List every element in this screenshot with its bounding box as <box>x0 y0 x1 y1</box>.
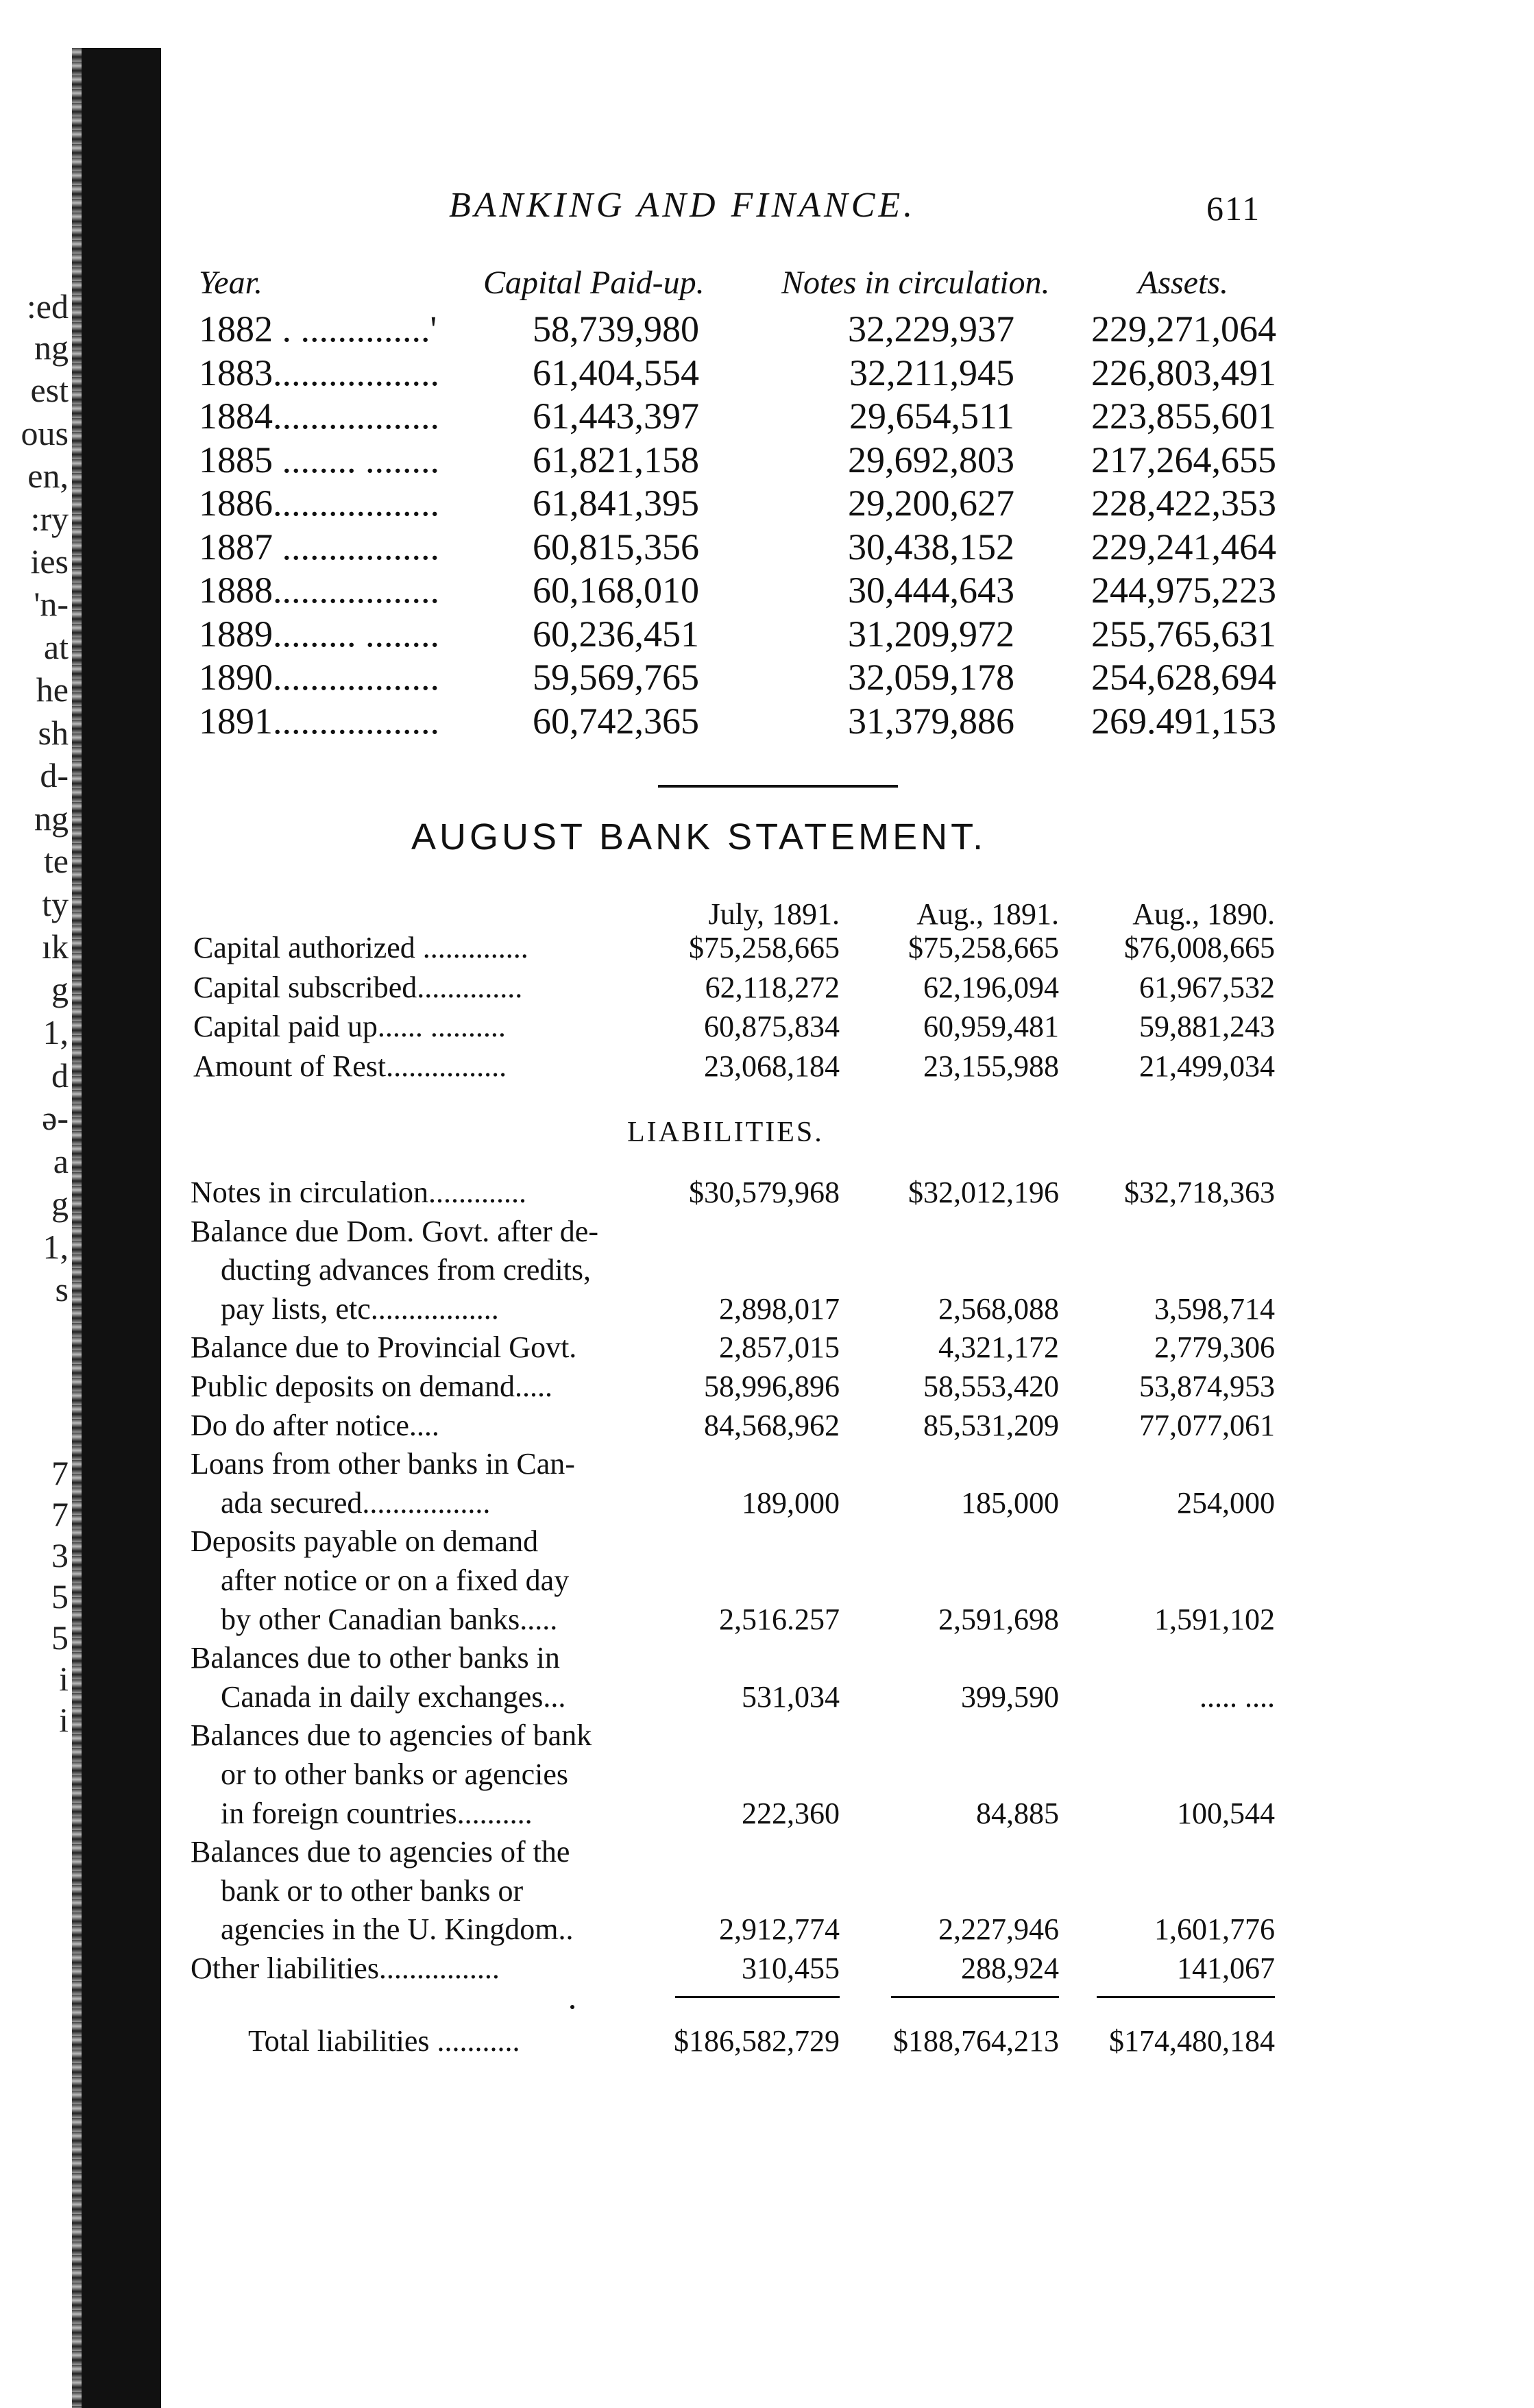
spine-edge-texture <box>72 48 82 2408</box>
liability-line-label: agencies in the U. Kingdom.. <box>221 1912 574 1946</box>
liabilities-heading: LIABILITIES. <box>627 1117 824 1148</box>
margin-fragment: at <box>43 628 69 666</box>
liability-value-aug-1890: 100,544 <box>1177 1797 1275 1830</box>
table-row-assets: 229,241,464 <box>1091 526 1276 568</box>
table-row-assets: 226,803,491 <box>1091 352 1276 393</box>
total-aug-1890: $174,480,184 <box>1109 2024 1275 2058</box>
table-row-year: 1888.................. <box>199 570 439 611</box>
col-year-heading: Year. <box>199 265 263 301</box>
table-row-capital: 61,841,395 <box>533 483 699 524</box>
liability-value-aug-1891: 2,568,088 <box>938 1292 1059 1326</box>
table-row-assets: 255,765,631 <box>1091 613 1276 655</box>
liability-value-july-1891: 310,455 <box>742 1951 840 1985</box>
margin-fragment: ies <box>30 542 69 581</box>
capital-row-label: Capital subscribed.............. <box>193 971 523 1004</box>
liability-value-july-1891: 2,516.257 <box>719 1603 840 1636</box>
liability-line-label: Balances due to other banks in <box>191 1641 560 1675</box>
table-row-year: 1887 ................. <box>199 526 439 568</box>
liability-line-label: by other Canadian banks..... <box>221 1603 558 1636</box>
margin-fragment: 1, <box>42 1013 69 1051</box>
margin-fragment: 'n- <box>34 585 69 623</box>
liability-value-aug-1891: 84,885 <box>976 1797 1059 1830</box>
liability-line-label: Loans from other banks in Can- <box>191 1447 575 1481</box>
liability-value-aug-1890: 1,591,102 <box>1154 1603 1275 1636</box>
liability-value-july-1891: 2,857,015 <box>719 1330 840 1364</box>
liability-value-july-1891: 84,568,962 <box>704 1409 840 1442</box>
table-row-notes: 30,444,643 <box>848 570 1014 611</box>
margin-fragment: 5 <box>51 1577 69 1616</box>
table-row-year: 1890.................. <box>199 657 439 698</box>
margin-fragment: ty <box>42 885 69 923</box>
table-row-assets: 244,975,223 <box>1091 570 1276 611</box>
sum-rule-aug-1891 <box>891 1996 1059 1998</box>
liability-value-aug-1891: 85,531,209 <box>923 1409 1059 1442</box>
col-notes-heading: Notes in circulation. <box>781 265 1050 301</box>
margin-fragment: 7 <box>51 1495 69 1533</box>
liability-value-aug-1891: 2,591,698 <box>938 1603 1059 1636</box>
capital-row-aug-1891: $75,258,665 <box>908 931 1059 964</box>
margin-fragment: ous <box>21 414 69 452</box>
liability-line-label: or to other banks or agencies <box>221 1758 569 1791</box>
liability-value-aug-1890: 254,000 <box>1177 1486 1275 1520</box>
table-row-year: 1889......... ........ <box>199 613 439 655</box>
table-row-notes: 32,211,945 <box>849 352 1014 393</box>
margin-fragment: d- <box>40 756 69 794</box>
liability-value-july-1891: 2,912,774 <box>719 1912 840 1946</box>
table-row-assets: 254,628,694 <box>1091 657 1276 698</box>
margin-fragment: g <box>51 970 69 1008</box>
liability-line-label: Notes in circulation............. <box>191 1176 527 1209</box>
total-liabilities-label: Total liabilities ........... <box>248 2024 520 2058</box>
total-aug-1891: $188,764,213 <box>893 2024 1059 2058</box>
capital-row-july-1891: 62,118,272 <box>705 971 840 1004</box>
liability-value-aug-1891: $32,012,196 <box>908 1176 1059 1209</box>
sum-rule-aug-1890 <box>1097 1996 1275 1998</box>
running-header: BANKING AND FINANCE. <box>449 186 916 225</box>
margin-fragment: en, <box>27 457 69 495</box>
liability-value-aug-1891: 2,227,946 <box>938 1912 1059 1946</box>
liability-value-july-1891: $30,579,968 <box>689 1176 840 1209</box>
liability-value-aug-1890: 141,067 <box>1177 1951 1275 1985</box>
col-capital-heading: Capital Paid-up. <box>483 265 705 301</box>
liability-line-label: Canada in daily exchanges... <box>221 1680 566 1714</box>
liability-value-july-1891: 189,000 <box>742 1486 840 1520</box>
capital-row-aug-1891: 23,155,988 <box>923 1049 1059 1083</box>
capital-row-label: Capital paid up...... .......... <box>193 1010 506 1043</box>
capital-row-aug-1891: 60,959,481 <box>923 1010 1059 1043</box>
margin-fragment: 3 <box>51 1536 69 1574</box>
table-row-notes: 32,059,178 <box>848 657 1014 698</box>
table-row-capital: 60,815,356 <box>533 526 699 568</box>
margin-fragment: ng <box>34 328 69 367</box>
liability-line-label: bank or to other banks or <box>221 1874 524 1908</box>
margin-fragment: 7 <box>51 1454 69 1492</box>
liability-value-aug-1891: 185,000 <box>961 1486 1059 1520</box>
liability-value-aug-1890: 1,601,776 <box>1154 1912 1275 1946</box>
capital-row-aug-1890: $76,008,665 <box>1124 931 1275 964</box>
liability-line-label: Balances due to agencies of bank <box>191 1718 592 1752</box>
table-row-year: 1883.................. <box>199 352 439 393</box>
margin-fragment: i <box>59 1659 69 1698</box>
statement-title: AUGUST BANK STATEMENT. <box>411 816 987 858</box>
sum-rule-july-1891 <box>675 1996 840 1998</box>
liability-line-label: Other liabilities................ <box>191 1951 500 1985</box>
liability-line-label: ducting advances from credits, <box>221 1253 592 1287</box>
liability-value-july-1891: 222,360 <box>742 1797 840 1830</box>
capital-row-aug-1890: 21,499,034 <box>1139 1049 1275 1083</box>
margin-fragment: 1, <box>42 1228 69 1266</box>
liability-line-label: Balance due Dom. Govt. after de- <box>191 1215 598 1248</box>
table-row-assets: 269.491,153 <box>1091 701 1276 742</box>
margin-fragment: ng <box>34 799 69 838</box>
liability-value-aug-1891: 4,321,172 <box>938 1330 1059 1364</box>
table-row-assets: 228,422,353 <box>1091 483 1276 524</box>
liability-value-aug-1890: ..... .... <box>1200 1680 1275 1714</box>
margin-fragment: he <box>36 670 69 709</box>
table-row-assets: 229,271,064 <box>1091 308 1276 350</box>
table-row-capital: 61,443,397 <box>533 396 699 437</box>
table-row-capital: 60,742,365 <box>533 701 699 742</box>
liability-value-july-1891: 58,996,896 <box>704 1370 840 1403</box>
liability-value-aug-1890: 53,874,953 <box>1139 1370 1275 1403</box>
col-assets-heading: Assets. <box>1138 265 1228 301</box>
margin-fragment: g <box>51 1184 69 1223</box>
margin-fragment: a <box>53 1142 69 1180</box>
liability-value-aug-1891: 288,924 <box>961 1951 1059 1985</box>
table-row-notes: 30,438,152 <box>848 526 1014 568</box>
margin-fragment: est <box>30 371 69 409</box>
liability-line-label: ada secured................. <box>221 1486 491 1520</box>
liability-line-label: Do do after notice.... <box>191 1409 439 1442</box>
page-number: 611 <box>1206 189 1261 228</box>
table-row-notes: 31,209,972 <box>848 613 1014 655</box>
stray-mark <box>570 2005 574 2009</box>
liability-line-label: Balance due to Provincial Govt. <box>191 1330 577 1364</box>
liability-value-aug-1890: 77,077,061 <box>1139 1409 1275 1442</box>
margin-fragment: te <box>43 842 69 880</box>
liability-line-label: Public deposits on demand..... <box>191 1370 552 1403</box>
margin-fragment: :ed <box>26 287 69 326</box>
table-row-assets: 223,855,601 <box>1091 396 1276 437</box>
col-aug-1890: Aug., 1890. <box>1132 897 1275 931</box>
table-row-year: 1882 . ..............' <box>199 308 437 350</box>
liability-value-aug-1890: $32,718,363 <box>1124 1176 1275 1209</box>
table-row-capital: 60,168,010 <box>533 570 699 611</box>
margin-fragment: :ry <box>30 500 69 538</box>
table-row-notes: 29,200,627 <box>848 483 1014 524</box>
liability-value-july-1891: 531,034 <box>742 1680 840 1714</box>
col-july-1891: July, 1891. <box>708 897 840 931</box>
liability-line-label: Balances due to agencies of the <box>191 1835 570 1869</box>
margin-fragment: 5 <box>51 1618 69 1657</box>
table-row-capital: 61,821,158 <box>533 439 699 481</box>
capital-row-aug-1891: 62,196,094 <box>923 971 1059 1004</box>
margin-fragment: d <box>51 1056 69 1095</box>
table-row-notes: 29,654,511 <box>849 396 1014 437</box>
liability-value-july-1891: 2,898,017 <box>719 1292 840 1326</box>
table-row-notes: 32,229,937 <box>848 308 1014 350</box>
liability-value-aug-1890: 2,779,306 <box>1154 1330 1275 1364</box>
table-row-capital: 61,404,554 <box>533 352 699 393</box>
liability-value-aug-1890: 3,598,714 <box>1154 1292 1275 1326</box>
margin-fragment: ə- <box>42 1099 69 1137</box>
capital-row-july-1891: 60,875,834 <box>704 1010 840 1043</box>
capital-row-july-1891: 23,068,184 <box>704 1049 840 1083</box>
total-july-1891: $186,582,729 <box>674 2024 840 2058</box>
margin-fragment: i <box>59 1701 69 1739</box>
table-row-year: 1886.................. <box>199 483 439 524</box>
table-row-year: 1885 ........ ........ <box>199 439 439 481</box>
table-row-notes: 31,379,886 <box>848 701 1014 742</box>
liability-line-label: pay lists, etc................. <box>221 1292 499 1326</box>
capital-row-aug-1890: 59,881,243 <box>1139 1010 1275 1043</box>
liability-line-label: in foreign countries.......... <box>221 1797 533 1830</box>
section-divider <box>658 785 898 788</box>
table-row-capital: 58,739,980 <box>533 308 699 350</box>
table-row-assets: 217,264,655 <box>1091 439 1276 481</box>
table-row-notes: 29,692,803 <box>848 439 1014 481</box>
margin-fragment: s <box>55 1270 69 1309</box>
table-row-year: 1891.................. <box>199 701 439 742</box>
liability-value-aug-1891: 399,590 <box>961 1680 1059 1714</box>
capital-row-aug-1890: 61,967,532 <box>1139 971 1275 1004</box>
table-row-capital: 60,236,451 <box>533 613 699 655</box>
capital-row-july-1891: $75,258,665 <box>689 931 840 964</box>
liability-line-label: after notice or on a fixed day <box>221 1564 570 1597</box>
capital-row-label: Capital authorized .............. <box>193 931 528 964</box>
table-row-capital: 59,569,765 <box>533 657 699 698</box>
book-spine-shadow <box>75 48 161 2408</box>
table-row-year: 1884.................. <box>199 396 439 437</box>
col-aug-1891: Aug., 1891. <box>916 897 1059 931</box>
margin-fragment: ık <box>42 927 69 966</box>
margin-fragment: sh <box>38 714 69 752</box>
capital-row-label: Amount of Rest................ <box>193 1049 507 1083</box>
liability-value-aug-1891: 58,553,420 <box>923 1370 1059 1403</box>
liability-line-label: Deposits payable on demand <box>191 1524 539 1558</box>
